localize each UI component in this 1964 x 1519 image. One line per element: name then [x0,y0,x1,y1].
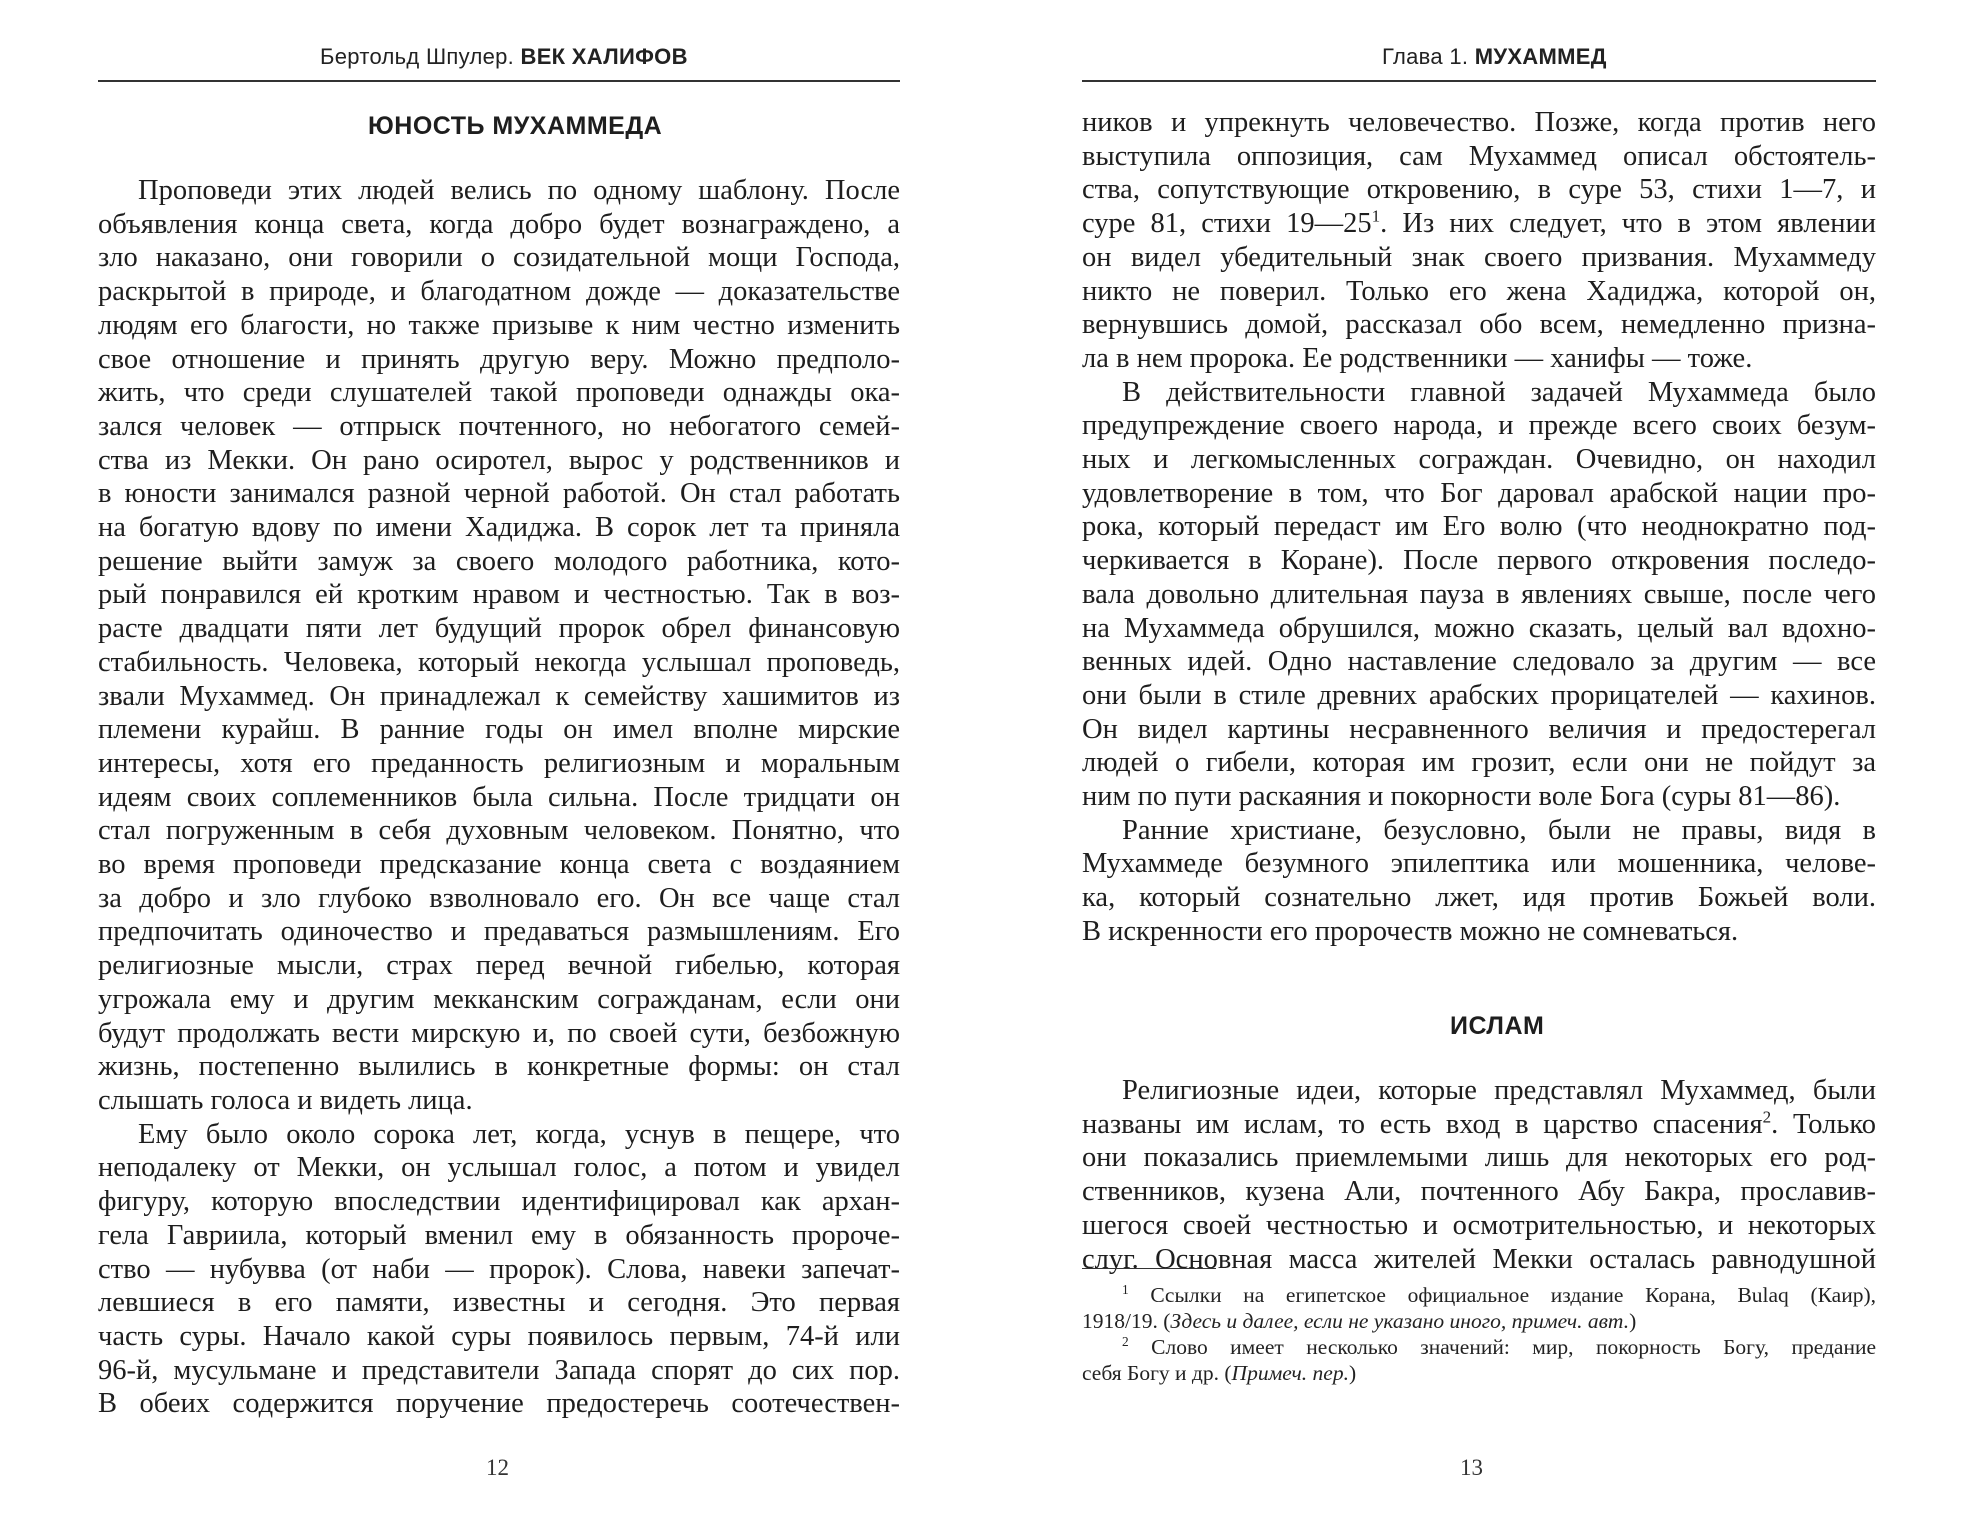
text-line: слуг. Основная масса жителей Мекки осталась равнодушной [1082,1243,1876,1275]
text-line: на Мухаммеда обрушился, можно сказать, целый вал вдохно- [1082,612,1876,644]
text-fragment: суре 81, стихи 19—25 [1082,208,1372,240]
text-line: выступила оппозиция, сам Мухаммед описал обстоятель- [1082,140,1876,172]
text-line: шегося своей честностью и осмотрительностью, и некоторых [1082,1209,1876,1241]
text-line: людей о гибели, которая им грозит, если они не пойдут за [1082,747,1876,779]
header-rule-right [1082,80,1876,82]
text-line: интересы, хотя его преданность религиозным и моральным [98,747,900,779]
right-body-text-bottom [1082,1074,1876,1276]
text-line: ства из Мекки. Он рано осиротел, вырос у родственников и [98,444,900,476]
right-page [982,0,1964,1519]
text-fragment: 1918/19. ( [1082,1309,1171,1333]
text-line: никто не поверил. Только его жена Хадиджа, которой он, [1082,275,1876,307]
text-line: предупреждение своего народа, и прежде всего своих безум- [1082,410,1876,442]
text-line: Религиозные идеи, которые представлял Мухаммед, были [1122,1075,1876,1106]
text-fragment-italic: Здесь и далее, если не указано иного, примеч. авт. [1170,1309,1630,1333]
text-line: решение выйти замуж за своего молодого работника, кото- [98,545,900,577]
text-line: стал погруженным в себя духовным человеком. Понятно, что [98,815,900,847]
text-line: В обеих содержится поручение предостеречь соотечествен- [98,1388,900,1420]
text-line: ним по пути раскаяния и покорности воле Бога (суры 81—86). [1082,781,1841,813]
text-line: Мухаммеде безумного эпилептика или мошенника, челове- [1082,848,1876,880]
header-rule-left [98,80,900,82]
running-head-book-title: ВЕК ХАЛИФОВ [520,44,688,69]
footnote-ref-1: 1 [1371,206,1381,226]
text-line: вернувшись домой, рассказал обо всем, немедленно призна- [1082,309,1876,341]
text-line-with-footnote [1082,1108,1876,1142]
text-line-with-footnote [1082,207,1876,241]
text-fragment: себя Богу и др. ( [1082,1361,1232,1385]
footnote-2-line-2 [1082,1360,1876,1386]
section-title-islam: ИСЛАМ [1450,1012,1545,1040]
text-line: жизнь, постепенно вылились в конкретные формы: он стал [98,1051,900,1083]
text-line: ных и легкомысленных сограждан. Очевидно, он находил [1082,444,1876,476]
footnote-separator [1082,1268,1216,1269]
text-line: будут продолжать вести мирскую и, по своей сути, безбожную [98,1017,900,1049]
text-line: стабильность. Человека, который некогда услышал проповедь, [98,646,900,678]
text-line: фигуру, которую впоследствии идентифицировал как архан- [98,1186,900,1218]
text-fragment: . Из них следует, что в этом явлении [1380,208,1876,240]
text-line: они показались приемлемыми лишь для некоторых его род- [1082,1142,1876,1174]
text-line: слышать голоса и видеть лица. [98,1084,473,1116]
text-line: угрожала ему и другим мекканским согражданам, если они [98,983,900,1015]
running-head-right [1382,44,1607,70]
footnotes [1082,1282,1876,1386]
text-fragment: Ссылки на египетское официальное издание Корана, Bulaq (Каир), [1150,1283,1876,1307]
text-line: людям его благости, но также призыве к ним честно изменить [98,309,900,341]
right-body-text-top [1082,106,1876,949]
text-line: расте двадцати пяти лет будущий пророк обрел финансовую [98,613,900,645]
text-line: 96-й, мусульмане и представители Запада спорят до сих пор. [98,1354,900,1386]
running-head-chapter: Глава 1. [1382,44,1469,69]
text-line: в юности занимался разной черной работой. Он стал работать [98,478,900,510]
footnote-mark: 2 [1122,1333,1129,1349]
text-line: объявления конца света, когда добро будет вознаграждено, а [98,208,900,240]
footnote-ref-2: 2 [1762,1107,1772,1127]
text-line: идеям своих соплеменников была сильна. После тридцати он [98,781,900,813]
text-fragment: Слово имеет несколько значений: мир, покорность Богу, предание [1151,1335,1876,1359]
text-line: ственников, кузена Али, почтенного Абу Бакра, прославив- [1082,1176,1876,1208]
text-fragment-italic: Примеч. пер. [1231,1361,1349,1385]
text-line: ла в нем пророка. Ее родственники — ханифы — тоже. [1082,342,1753,374]
text-line: ства, сопутствующие откровению, в суре 53, стихи 1—7, и [1082,174,1876,206]
text-line: черкивается в Коране). После первого откровения последо- [1082,545,1876,577]
text-line: В искренности его пророчеств можно не сомневаться. [1082,915,1739,947]
page-number-left: 12 [486,1455,509,1480]
text-line: вала довольно длительная пауза в явлениях свыше, после чего [1082,578,1876,610]
section-title-youth: ЮНОСТЬ МУХАММЕДА [368,112,663,140]
text-line: за добро и зло глубоко взволновало его. Он все чаще стал [98,882,900,914]
running-head-author: Бертольд Шпулер. [320,44,515,69]
text-line: ство — нубувва (от наби — пророк). Слова, навеки запечат- [98,1253,900,1285]
text-fragment: ) [1348,1361,1357,1385]
text-line: рока, который передаст им Его волю (что неоднократно под- [1082,511,1876,543]
text-line: они были в стиле древних арабских прорицателей — кахинов. [1082,679,1876,711]
text-line: удовлетворение в том, что Бог даровал арабской нации про- [1082,477,1876,509]
text-fragment: . Только [1771,1108,1877,1140]
text-line: гела Гавриила, который вменил ему в обязанность пророче- [98,1219,900,1251]
text-line: левшиеся в его памяти, известны и сегодня. Это первая [98,1287,900,1319]
text-line: свое отношение и принять другую веру. Можно предполо- [98,343,900,375]
text-line: рый понравился ей кротким нравом и честностью. Так в воз- [98,579,900,611]
text-line: Ранние христиане, безусловно, были не правы, видя в [1122,814,1876,846]
text-line: часть суры. Начало какой суры появилось первым, 74-й или [98,1320,900,1352]
text-line: на богатую вдову по имени Хадиджа. В сорок лет та приняла [98,512,900,544]
running-head-left [320,44,688,70]
text-line: ников и упрекнуть человечество. Позже, когда против него [1082,107,1876,138]
text-line: жить, что среди слушателей такой проповеди однажды ока- [98,377,900,409]
text-line: В действительности главной задачей Мухаммеда было [1122,376,1876,408]
text-fragment: ) [1629,1309,1637,1333]
footnote-mark: 1 [1122,1281,1129,1297]
page-number-right: 13 [1460,1455,1483,1480]
left-body-text [98,174,900,1421]
text-line: он видел убедительный знак своего призвания. Мухаммеду [1082,241,1876,273]
text-line: ка, который сознательно лжет, идя против Божьей воли. [1082,882,1876,914]
text-line: неподалеку от Мекки, он услышал голос, а потом и увидел [98,1152,900,1184]
text-line: Он видел картины несравненного величия и предостерегал [1082,713,1876,745]
text-line: религиозные мысли, страх перед вечной гибелью, которая [98,950,900,982]
running-head-chapter-title: МУХАММЕД [1474,44,1607,69]
footnote-1-line-1 [1082,1282,1876,1308]
text-line: Ему было около сорока лет, когда, уснув в пещере, что [138,1118,900,1150]
text-fragment: названы им ислам, то есть вход в царство спасения [1082,1108,1763,1140]
text-line: зло наказано, они говорили о созидательной мощи Господа, [98,242,900,274]
text-line: зался человек — отпрыск почтенного, но небогатого семей- [98,410,900,442]
text-line: предпочитать одиночество и предаваться размышлениям. Его [98,916,900,948]
text-line: звали Мухаммед. Он принадлежал к семейству хашимитов из [98,680,900,712]
text-line: во время проповеди предсказание конца света с воздаянием [98,849,900,881]
footnote-2-line-1 [1082,1334,1876,1360]
text-line: Проповеди этих людей велись по одному шаблону. После [138,175,900,206]
footnote-1-line-2 [1082,1308,1876,1334]
text-line: венных идей. Одно наставление следовало за другим — все [1082,646,1876,678]
text-line: племени курайш. В ранние годы он имел вполне мирские [98,714,900,746]
text-line: раскрытой в природе, и благодатном дожде — доказательстве [98,276,900,308]
